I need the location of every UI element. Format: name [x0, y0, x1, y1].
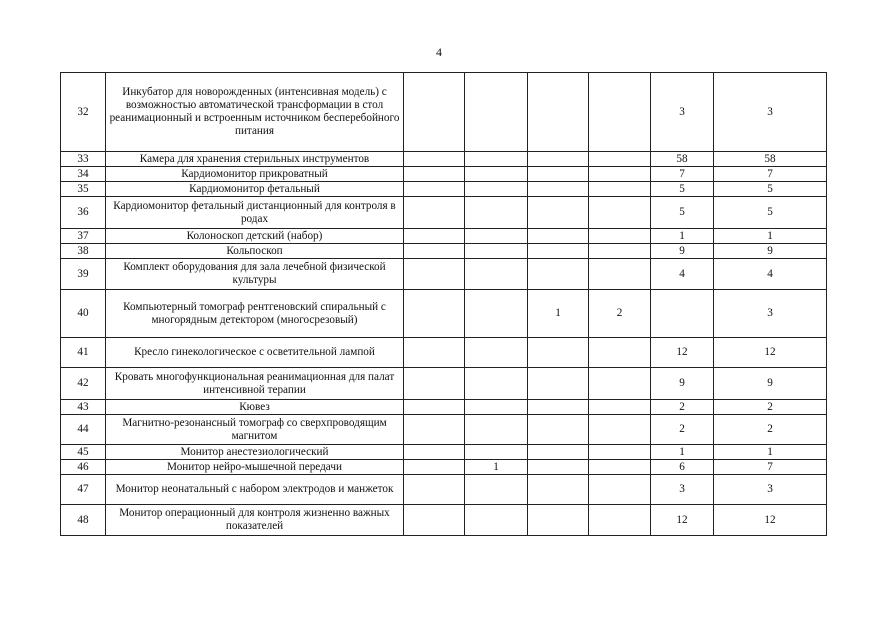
- col-a-value: [404, 400, 465, 415]
- table-row: [61, 182, 827, 197]
- col-d-value: [589, 338, 651, 368]
- equipment-name: Кольпоскоп: [106, 244, 404, 259]
- table-row: [61, 167, 827, 182]
- col-a-value: [404, 197, 465, 229]
- col-a-value: [404, 445, 465, 460]
- col-a-value: [404, 415, 465, 445]
- table-row: [61, 244, 827, 259]
- col-e-value: 7: [651, 167, 714, 182]
- table-row: [61, 338, 827, 368]
- row-number: 48: [61, 505, 106, 536]
- col-e-value: 5: [651, 182, 714, 197]
- table-row: [61, 259, 827, 290]
- col-b-value: [465, 338, 528, 368]
- col-c-value: [528, 505, 589, 536]
- col-e-value: 9: [651, 368, 714, 400]
- col-b-value: [465, 475, 528, 505]
- col-e-value: 3: [651, 475, 714, 505]
- col-c-value: 1: [528, 290, 589, 338]
- total-value: 9: [714, 244, 827, 259]
- row-number: 32: [61, 73, 106, 152]
- col-c-value: [528, 475, 589, 505]
- table-row: [61, 475, 827, 505]
- row-number: 39: [61, 259, 106, 290]
- col-d-value: [589, 368, 651, 400]
- col-a-value: [404, 244, 465, 259]
- col-d-value: [589, 167, 651, 182]
- equipment-name: Кровать многофункциональная реанимационная для палат интенсивной терапии: [106, 368, 404, 400]
- equipment-name: Камера для хранения стерильных инструментов: [106, 152, 404, 167]
- equipment-name: Кардиомонитор фетальный дистанционный для контроля в родах: [106, 197, 404, 229]
- equipment-name: Компьютерный томограф рентгеновский спиральный с многорядным детектором (многосрезовый): [106, 290, 404, 338]
- col-b-value: [465, 290, 528, 338]
- col-e-value: 12: [651, 338, 714, 368]
- equipment-name: Магнитно-резонансный томограф со сверхпроводящим магнитом: [106, 415, 404, 445]
- col-b-value: [465, 368, 528, 400]
- col-d-value: [589, 400, 651, 415]
- col-a-value: [404, 338, 465, 368]
- row-number: 46: [61, 460, 106, 475]
- col-e-value: 4: [651, 259, 714, 290]
- equipment-table-body: [61, 73, 827, 536]
- table-row: [61, 505, 827, 536]
- total-value: 2: [714, 415, 827, 445]
- row-number: 47: [61, 475, 106, 505]
- col-c-value: [528, 338, 589, 368]
- total-value: 12: [714, 505, 827, 536]
- row-number: 33: [61, 152, 106, 167]
- row-number: 45: [61, 445, 106, 460]
- col-b-value: [465, 400, 528, 415]
- col-c-value: [528, 368, 589, 400]
- col-c-value: [528, 182, 589, 197]
- col-a-value: [404, 73, 465, 152]
- total-value: 7: [714, 460, 827, 475]
- table-row: [61, 368, 827, 400]
- col-d-value: [589, 229, 651, 244]
- table-row: [61, 152, 827, 167]
- row-number: 35: [61, 182, 106, 197]
- row-number: 36: [61, 197, 106, 229]
- table-row: [61, 460, 827, 475]
- row-number: 38: [61, 244, 106, 259]
- col-d-value: [589, 197, 651, 229]
- row-number: 41: [61, 338, 106, 368]
- total-value: 4: [714, 259, 827, 290]
- total-value: 3: [714, 290, 827, 338]
- col-d-value: [589, 505, 651, 536]
- row-number: 42: [61, 368, 106, 400]
- col-d-value: [589, 415, 651, 445]
- equipment-name: Кардиомонитор прикроватный: [106, 167, 404, 182]
- equipment-name: Комплект оборудования для зала лечебной физической культуры: [106, 259, 404, 290]
- row-number: 37: [61, 229, 106, 244]
- total-value: 7: [714, 167, 827, 182]
- col-a-value: [404, 290, 465, 338]
- equipment-name: Монитор анестезиологический: [106, 445, 404, 460]
- equipment-name: Монитор нейро-мышечной передачи: [106, 460, 404, 475]
- row-number: 34: [61, 167, 106, 182]
- col-b-value: [465, 229, 528, 244]
- col-c-value: [528, 152, 589, 167]
- table-row: [61, 197, 827, 229]
- col-e-value: 2: [651, 400, 714, 415]
- col-e-value: [651, 290, 714, 338]
- col-a-value: [404, 182, 465, 197]
- table-row: [61, 229, 827, 244]
- col-b-value: [465, 415, 528, 445]
- col-b-value: [465, 152, 528, 167]
- col-e-value: 58: [651, 152, 714, 167]
- col-d-value: 2: [589, 290, 651, 338]
- col-c-value: [528, 259, 589, 290]
- col-c-value: [528, 229, 589, 244]
- col-a-value: [404, 368, 465, 400]
- total-value: 1: [714, 229, 827, 244]
- total-value: 2: [714, 400, 827, 415]
- row-number: 40: [61, 290, 106, 338]
- col-b-value: 1: [465, 460, 528, 475]
- table-row: [61, 445, 827, 460]
- col-d-value: [589, 152, 651, 167]
- col-e-value: 1: [651, 445, 714, 460]
- col-d-value: [589, 460, 651, 475]
- col-a-value: [404, 475, 465, 505]
- col-c-value: [528, 244, 589, 259]
- col-d-value: [589, 475, 651, 505]
- table-row: [61, 290, 827, 338]
- equipment-name: Монитор операционный для контроля жизненно важных показателей: [106, 505, 404, 536]
- total-value: 5: [714, 197, 827, 229]
- col-b-value: [465, 244, 528, 259]
- col-e-value: 3: [651, 73, 714, 152]
- total-value: 3: [714, 475, 827, 505]
- table-row: [61, 400, 827, 415]
- col-a-value: [404, 229, 465, 244]
- col-d-value: [589, 73, 651, 152]
- col-d-value: [589, 259, 651, 290]
- col-e-value: 9: [651, 244, 714, 259]
- table-row: [61, 415, 827, 445]
- col-c-value: [528, 197, 589, 229]
- col-d-value: [589, 182, 651, 197]
- col-c-value: [528, 445, 589, 460]
- col-e-value: 2: [651, 415, 714, 445]
- total-value: 5: [714, 182, 827, 197]
- table-row: [61, 73, 827, 152]
- col-b-value: [465, 505, 528, 536]
- col-d-value: [589, 445, 651, 460]
- col-b-value: [465, 445, 528, 460]
- equipment-name: Инкубатор для новорожденных (интенсивная модель) с возможностью автоматической трансформации в стол реанимационный и встроенным источником бесперебойного питания: [106, 73, 404, 152]
- equipment-table: [60, 72, 827, 536]
- equipment-name: Монитор неонатальный с набором электродов и манжеток: [106, 475, 404, 505]
- col-e-value: 6: [651, 460, 714, 475]
- col-b-value: [465, 182, 528, 197]
- col-e-value: 1: [651, 229, 714, 244]
- col-c-value: [528, 415, 589, 445]
- col-a-value: [404, 259, 465, 290]
- total-value: 58: [714, 152, 827, 167]
- col-e-value: 12: [651, 505, 714, 536]
- row-number: 44: [61, 415, 106, 445]
- col-c-value: [528, 73, 589, 152]
- col-c-value: [528, 460, 589, 475]
- col-c-value: [528, 400, 589, 415]
- row-number: 43: [61, 400, 106, 415]
- col-b-value: [465, 197, 528, 229]
- col-b-value: [465, 167, 528, 182]
- equipment-name: Кресло гинекологическое с осветительной лампой: [106, 338, 404, 368]
- col-a-value: [404, 152, 465, 167]
- equipment-name: Кювез: [106, 400, 404, 415]
- total-value: 12: [714, 338, 827, 368]
- equipment-name: Кардиомонитор фетальный: [106, 182, 404, 197]
- total-value: 9: [714, 368, 827, 400]
- col-d-value: [589, 244, 651, 259]
- equipment-name: Колоноскоп детский (набор): [106, 229, 404, 244]
- page-number: 4: [436, 45, 442, 59]
- col-a-value: [404, 460, 465, 475]
- total-value: 3: [714, 73, 827, 152]
- col-b-value: [465, 259, 528, 290]
- col-a-value: [404, 167, 465, 182]
- col-e-value: 5: [651, 197, 714, 229]
- col-c-value: [528, 167, 589, 182]
- col-b-value: [465, 73, 528, 152]
- total-value: 1: [714, 445, 827, 460]
- col-a-value: [404, 505, 465, 536]
